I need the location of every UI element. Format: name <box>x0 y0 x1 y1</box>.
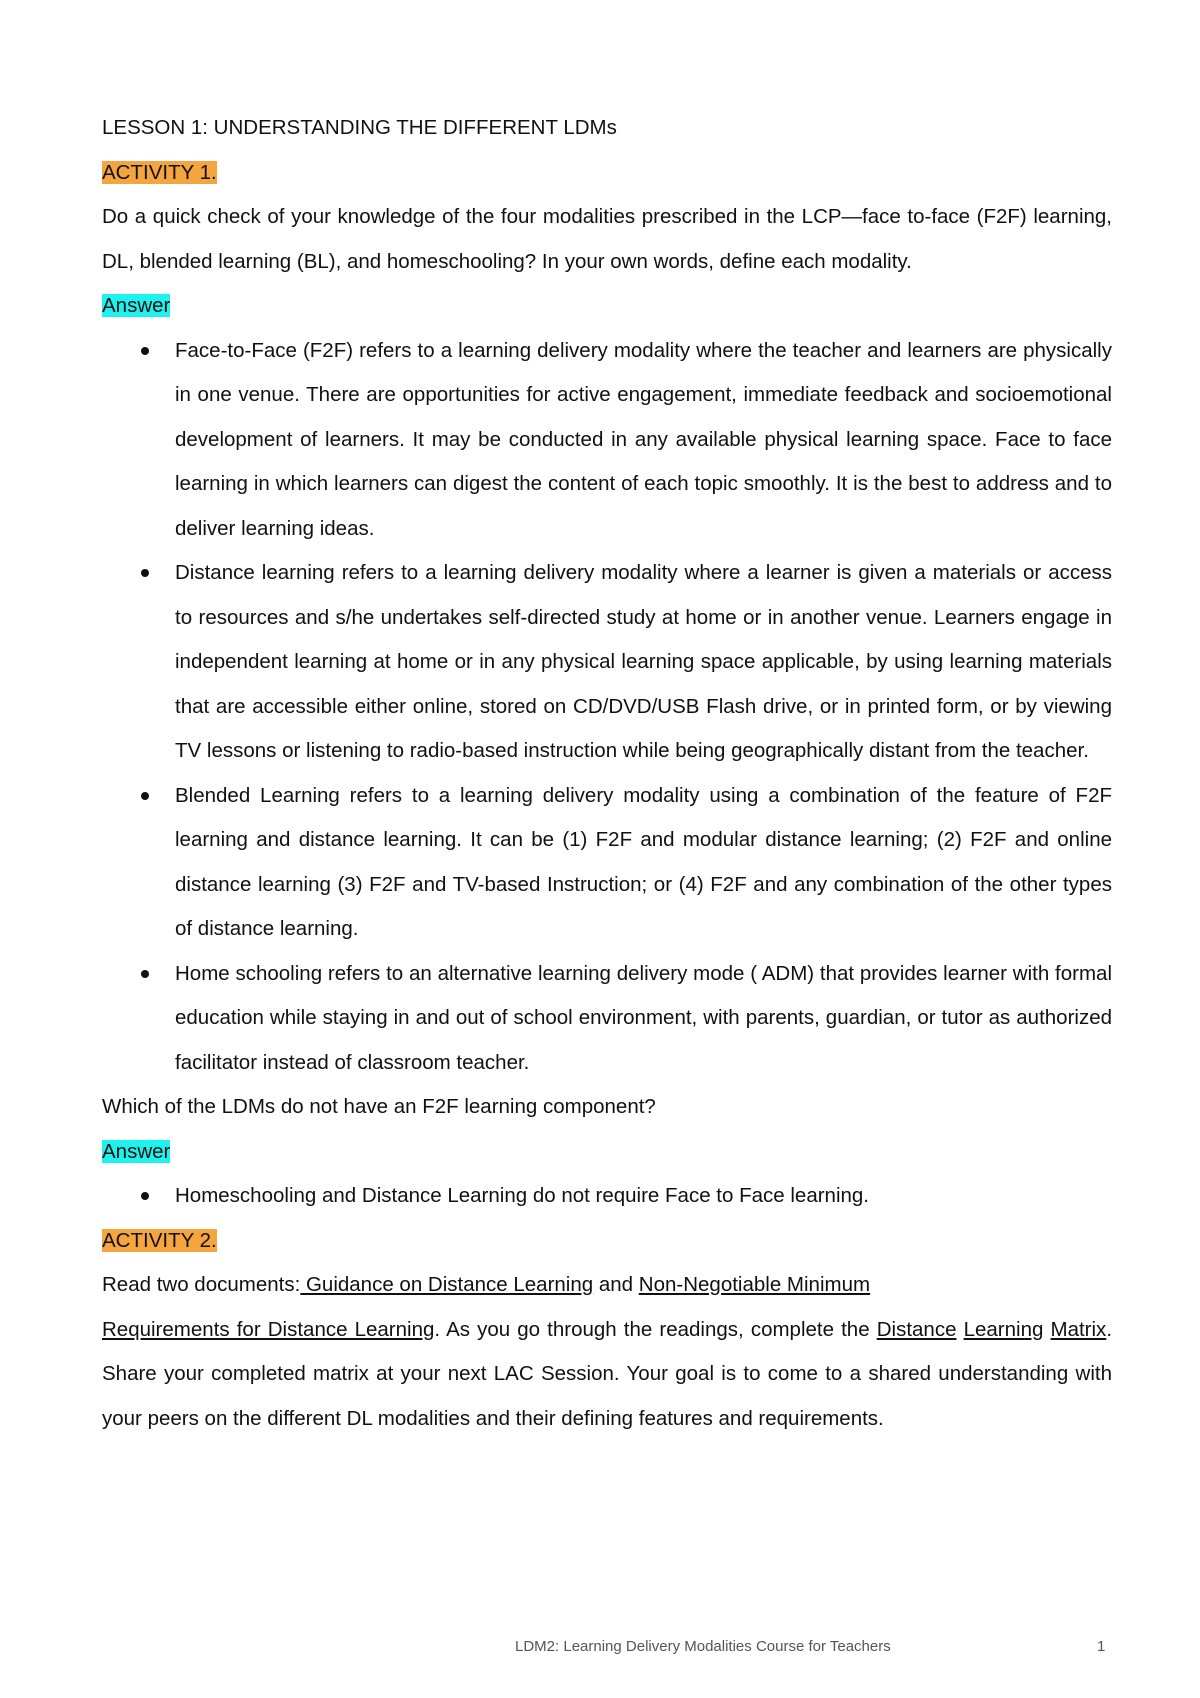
bullet-icon <box>141 347 149 355</box>
question-2: Which of the LDMs do not have an F2F learning component? <box>102 1095 656 1118</box>
list-item <box>102 551 1112 774</box>
lesson-title: LESSON 1: UNDERSTANDING THE DIFFERENT LDMs <box>102 116 617 139</box>
instruction-text: . Share your completed matrix at your next LAC Session. Your goal is to come to a shared understanding with your peers on the different DL modalities and their defining features and requirements. <box>102 1317 1113 1430</box>
definition-distance-learning: Distance learning refers to a learning delivery modality where a learner is given a materials or access to resources and s/he undertakes self-directed study at home or in another venue. Learners engage in independent learning at home or in any physical learning space applicable, by using learning materials that are accessible either online, stored on CD/DVD/USB Flash drive, or in printed form, or by viewing TV lessons or listening to radio-based instruction while being geographically distant from the teacher. <box>175 561 1112 762</box>
activity-2-heading <box>102 1219 1112 1264</box>
link-learning[interactable]: Learning <box>963 1317 1044 1341</box>
instruction-text: and <box>593 1273 639 1296</box>
link-guidance-distance-learning[interactable]: Guidance on Distance Learning <box>300 1273 594 1296</box>
bullet-icon <box>141 792 149 800</box>
document-body <box>102 106 1112 1441</box>
modality-definitions-list <box>102 329 1112 1086</box>
link-matrix[interactable]: Matrix <box>1050 1317 1107 1341</box>
answer-2-text: Homeschooling and Distance Learning do not require Face to Face learning. <box>175 1184 869 1207</box>
answer-heading-2 <box>102 1130 1112 1175</box>
list-item <box>102 952 1112 1086</box>
instruction-text: Read two documents: <box>102 1273 301 1296</box>
page-number: 1 <box>1097 1638 1106 1655</box>
link-non-negotiable-requirements[interactable]: Requirements for Distance Learning <box>102 1317 435 1341</box>
activity-1-prompt: Do a quick check of your knowledge of the four modalities prescribed in the LCP—face to-face (F2F) learning, DL, blended learning (BL), and homeschooling? In your own words, define each modality. <box>102 205 1112 273</box>
footer-text: LDM2: Learning Delivery Modalities Course for Teachers <box>515 1638 891 1655</box>
bullet-icon <box>141 1192 149 1200</box>
answer-label-2: Answer <box>102 1139 171 1163</box>
list-item <box>102 774 1112 952</box>
list-item <box>102 1174 1112 1219</box>
instruction-text: . As you go through the readings, complete the <box>434 1317 877 1341</box>
link-non-negotiable-minimum[interactable]: Non-Negotiable Minimum <box>638 1273 871 1296</box>
activity-2-instructions <box>102 1263 1112 1441</box>
answer-label-1: Answer <box>102 294 171 317</box>
answer-heading-1 <box>102 284 1112 329</box>
answer-2-list <box>102 1174 1112 1219</box>
instruction-text <box>1043 1318 1050 1341</box>
instruction-text <box>956 1318 963 1341</box>
activity-1-heading <box>102 151 1112 196</box>
definition-f2f: Face-to-Face (F2F) refers to a learning delivery modality where the teacher and learners are physically in one venue. There are opportunities for active engagement, immediate feedback and socioemotional development of learners. It may be conducted in any available physical learning space. Face to face learning in which learners can digest the content of each topic smoothly. It is the best to address and to deliver learning ideas. <box>175 338 1112 540</box>
link-distance[interactable]: Distance <box>876 1317 957 1341</box>
definition-homeschooling: Home schooling refers to an alternative learning delivery mode ( ADM) that provides learner with formal education while staying in and out of school environment, with parents, guardian, or tutor as authorized facilitator instead of classroom teacher. <box>175 961 1112 1074</box>
activity-1-label: ACTIVITY 1. <box>102 160 217 184</box>
activity-2-label: ACTIVITY 2. <box>102 1228 217 1252</box>
list-item <box>102 329 1112 552</box>
definition-blended-learning: Blended Learning refers to a learning delivery modality using a combination of the feature of F2F learning and distance learning. It can be (1) F2F and modular distance learning; (2) F2F and online distance learning (3) F2F and TV-based Instruction; or (4) F2F and any combination of the other types of distance learning. <box>175 783 1112 940</box>
bullet-icon <box>141 970 149 978</box>
bullet-icon <box>141 569 149 577</box>
